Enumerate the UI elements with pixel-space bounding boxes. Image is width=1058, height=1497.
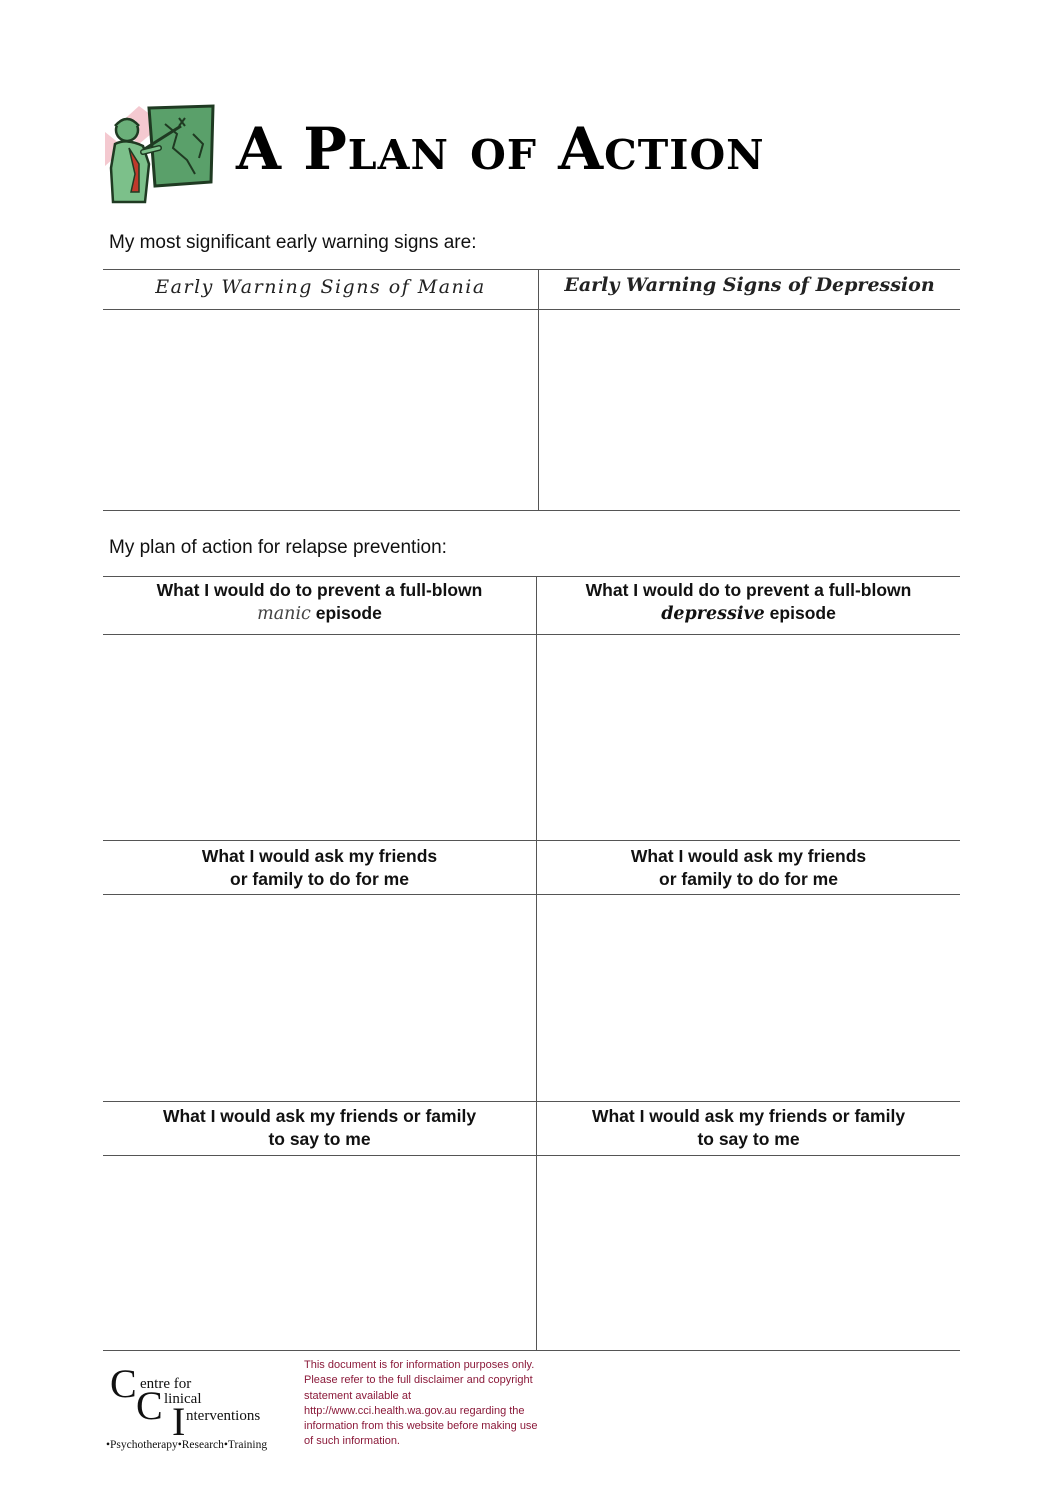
ask-do-mania-field[interactable]: [104, 895, 536, 1101]
cci-logo: [106, 1362, 286, 1454]
ask-say-mania-field[interactable]: [104, 1156, 536, 1350]
table1-bottom-rule: [103, 510, 960, 511]
ask-do-depression-line2: or family to do for me: [659, 869, 838, 889]
prevent-depressive-tail: episode: [764, 603, 836, 623]
ask-do-depression-line1: What I would ask my friends: [630, 846, 867, 866]
depression-signs-field[interactable]: [539, 310, 960, 510]
cci-logo-c1: C: [110, 1361, 137, 1406]
ask-say-depression-header: [537, 1105, 960, 1151]
ask-say-mania-line1: What I would ask my friends or family: [162, 1106, 477, 1126]
prevent-depressive-header: [537, 579, 960, 626]
table2-row4-rule: [103, 1101, 960, 1102]
cci-logo-interventions: nterventions: [186, 1408, 261, 1424]
cci-tagline: •Psychotherapy•Research•Training: [106, 1439, 268, 1451]
prevent-manic-tail: episode: [310, 603, 382, 623]
ask-do-depression-field[interactable]: [537, 895, 960, 1101]
ask-say-depression-field[interactable]: [537, 1156, 960, 1350]
table2-bottom-rule: [103, 1350, 960, 1351]
prevent-manic-line1: What I would do to prevent a full-blown: [156, 580, 483, 600]
ask-say-depression-line2: to say to me: [697, 1129, 800, 1149]
prevent-depressive-field[interactable]: [537, 635, 960, 840]
prevent-manic-header: [103, 579, 536, 626]
ask-do-mania-line2: or family to do for me: [230, 869, 409, 889]
manic-emphasis: manic: [257, 604, 311, 624]
prevent-manic-field[interactable]: [104, 635, 536, 840]
mania-signs-field[interactable]: [104, 310, 538, 510]
cci-logo-c2: C: [136, 1383, 163, 1428]
table1-top-rule: [103, 269, 960, 270]
prevent-manic-line2: [103, 602, 536, 626]
ask-say-mania-header: [103, 1105, 536, 1151]
ask-do-mania-header: [103, 845, 536, 891]
prevent-depressive-line1: What I would do to prevent a full-blown: [585, 580, 912, 600]
disclaimer-text: This document is for information purposes only. Please refer to the full disclaimer and copyright statement available at http://www.cci.health.wa.gov.au regarding the information from this website before making use of such information.: [304, 1359, 538, 1448]
person-pointing-at-map-icon: [103, 104, 215, 208]
depression-signs-header: Early Warning Signs of Depression: [564, 274, 935, 296]
depressive-emphasis: depressive: [661, 604, 765, 624]
table2-top-rule: [103, 576, 960, 577]
cci-logo-centre: entre for: [140, 1376, 192, 1392]
cci-logo-i: I: [172, 1399, 186, 1444]
action-plan-intro: My plan of action for relapse prevention:: [109, 537, 447, 558]
prevent-depressive-line2: [537, 602, 960, 626]
page-title: A Plan of Action: [236, 115, 765, 183]
cci-logo-clinical: linical: [164, 1391, 202, 1407]
table2-row2-rule: [103, 840, 960, 841]
ask-do-depression-header: [537, 845, 960, 891]
mania-signs-header: Early Warning Signs of Mania: [155, 276, 486, 298]
ask-do-mania-line1: What I would ask my friends: [201, 846, 438, 866]
ask-say-mania-line2: to say to me: [268, 1129, 371, 1149]
early-warning-intro: My most significant early warning signs are:: [109, 232, 477, 253]
ask-say-depression-line1: What I would ask my friends or family: [591, 1106, 906, 1126]
